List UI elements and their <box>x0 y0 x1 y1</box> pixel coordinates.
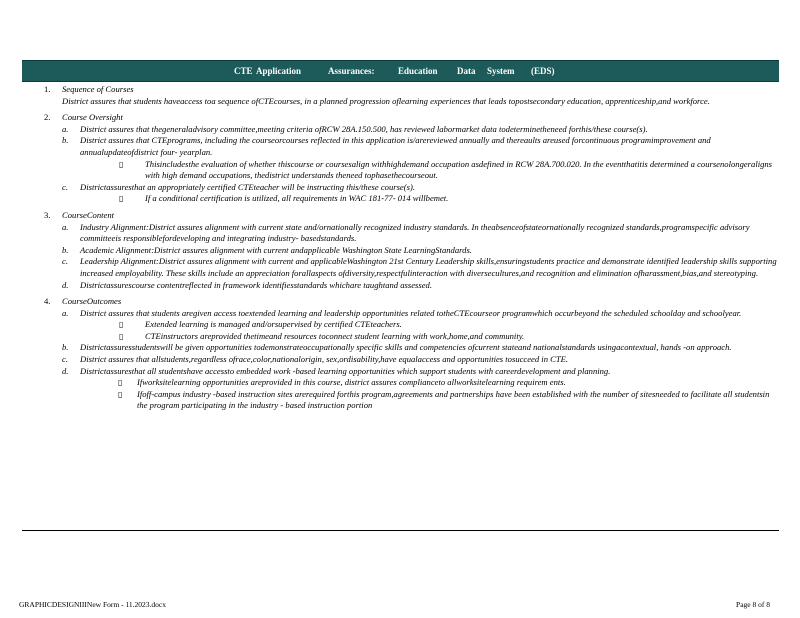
section-number: 2. <box>44 112 51 123</box>
section-sequence-of-courses <box>22 84 779 107</box>
footer-document-name: GRAPHICDESIGNIIINew Form - 11.2023.docx <box>19 600 167 609</box>
page-of: of <box>758 600 765 609</box>
item-letter: b. <box>62 135 69 146</box>
bullet-text: CTEinstructors areprovided thetimeand resources toconnect student learning with work,home,and community. <box>145 330 525 341</box>
item-text: Districtassurescourse contentreflected in framework identifiesstandards whichare taughtand assessed. <box>80 279 432 290</box>
item-letter: a. <box>62 123 69 134</box>
page-current: 8 <box>752 600 757 609</box>
item-text: District assures that thegeneraladvisory committee,meeting criteria ofRCW 28A.150.500, has reviewed labormarket data todeterminetheneed forthis/these course(s). <box>80 123 648 134</box>
section-number: 4. <box>44 296 51 307</box>
item-letter: a. <box>62 307 69 318</box>
list-item <box>62 124 779 136</box>
header-word: Application <box>256 66 302 76</box>
bullet-text: Ifworksitelearning opportunities areprovided in this course, district assures complianceto allworksitelearning requirem ents. <box>137 377 566 388</box>
section-course-outcomes <box>22 296 779 412</box>
bullet-item <box>62 389 779 412</box>
section-course-oversight <box>22 112 779 205</box>
list-item <box>62 354 779 366</box>
bullet-item <box>62 331 779 343</box>
item-letter: d. <box>62 365 69 376</box>
item-letter: b. <box>62 244 69 255</box>
bullet-icon: ▯ <box>119 331 124 341</box>
bullet-icon: ▯ <box>118 378 123 388</box>
section-title: Course Oversight <box>62 112 123 123</box>
bullet-item <box>62 159 779 182</box>
bullet-icon: ▯ <box>119 159 124 169</box>
header-word: System <box>487 66 515 76</box>
list-item <box>62 245 779 257</box>
list-item <box>62 256 779 279</box>
item-text: District assures that students aregiven access toextended learning and leadership opportunities related totheCTEcourseor programwhich occurbeyond the scheduled schoolday and schoolyear. <box>80 307 742 318</box>
item-letter: d. <box>62 279 69 290</box>
footer-page-number <box>736 600 770 609</box>
bullet-item <box>62 377 779 389</box>
page-total: 8 <box>766 600 770 609</box>
list-item <box>62 182 779 194</box>
bullet-icon: ▯ <box>119 320 124 330</box>
footer-divider <box>22 530 779 531</box>
bullet-text: Extended learning is managed and/orsupervised by certified CTEteachers. <box>145 319 402 330</box>
list-item <box>62 280 779 292</box>
bullet-text: If a conditional certification is utilized, all requirements in WAC 181-77- 014 willbemet. <box>145 193 449 204</box>
bullet-item <box>62 193 779 205</box>
item-letter: b. <box>62 342 69 353</box>
section-title: CourseOutcomes <box>62 296 122 307</box>
item-letter: c. <box>62 181 68 192</box>
section-body: District assures that students haveaccess toa sequence ofCTEcourses, in a planned progression oflearning experiences that leads topostsecondary education, apprenticeship,and workforce. <box>62 95 710 106</box>
section-title: CourseContent <box>62 209 115 220</box>
bullet-text: Ifoff-campus industry -based instruction sites arerequired forthis program,agreements and partnerships have been established with the number of sitesneeded to facilitate all studentsin the program participating in the industry - based instruction portion <box>137 388 770 411</box>
section-number: 1. <box>44 84 51 94</box>
item-text: Districtassuresthat all studentshave accessto embedded work -based learning opportunities which support students with careerdevelopment and planning. <box>80 365 611 376</box>
item-text: Districtassuresstudentswill be given opportunities todemonstrateoccupationally specific skills and competencies ofcurrent stateand nationalstandards usingacontextual, hands -on approach. <box>80 342 732 353</box>
header-word: (EDS) <box>531 66 555 76</box>
item-text: Industry Alignment:District assures alignment with current state and/ornationally recognized industry standards. In theabsenceofstateornationally recognized standards,programspecific advisory committeeis responsiblefordeveloping and integrating industry- basedstandards. <box>80 221 750 244</box>
bullet-icon: ▯ <box>118 389 123 399</box>
item-text: Leadership Alignment:District assures alignment with current and applicableWashington 21st Century Leadership skills,ensuringstudents practice and demonstrate identified leadership skills supporting increased employability. These skills include an appreciation forallaspects ofdiversity,respectfulinteraction with diversecultures,and recognition and elimination ofharassment,bias,and stereotyping. <box>80 256 777 278</box>
item-letter: c. <box>62 354 68 365</box>
list-item <box>62 366 779 378</box>
header-word: Data <box>457 66 476 76</box>
list-item <box>62 135 779 158</box>
bullet-icon: ▯ <box>119 194 124 204</box>
item-text: District assures that CTEprograms, including the courseorcourses reflected in this application is/arereviewed annually and thereaults areused forcontinuous programimprovement and annualupdateofdistrict four- yearplan. <box>80 135 711 157</box>
header-bar <box>22 60 779 82</box>
section-number: 3. <box>44 209 51 220</box>
assurances-document <box>22 84 779 417</box>
list-item <box>62 222 779 245</box>
item-text: Academic Alignment:District assures alignment with current andapplicable Washington State LearningStandards. <box>80 244 472 255</box>
page-label: Page <box>736 600 751 609</box>
section-title: Sequence of Courses <box>62 84 134 94</box>
header-word: CTE <box>234 66 253 76</box>
list-item <box>62 308 779 320</box>
header-word: Education <box>398 66 438 76</box>
item-text: Districtassuresthat an appropriately certified CTEteacher will be instructing this/these course(s). <box>80 181 415 192</box>
bullet-item <box>62 319 779 331</box>
bullet-text: Thisincludesthe evaluation of whether thiscourse or coursesalign withhighdemand occupation asdefined in RCW 28A.700.020. In the eventthatitis determined a coursenolongeraligns with high demand occupations, thedistrict understands theneed tophasethecourseout. <box>145 158 773 181</box>
header-word: Assurances: <box>328 66 375 76</box>
item-letter: c. <box>62 256 68 267</box>
list-item <box>62 342 779 354</box>
section-course-content <box>22 210 779 291</box>
item-text: District assures that allstudents,regardless ofrace,color,nationalorigin, sex,ordisability,have equalaccess and opportunities tosucceed in CTE. <box>80 354 569 365</box>
item-letter: a. <box>62 221 69 232</box>
